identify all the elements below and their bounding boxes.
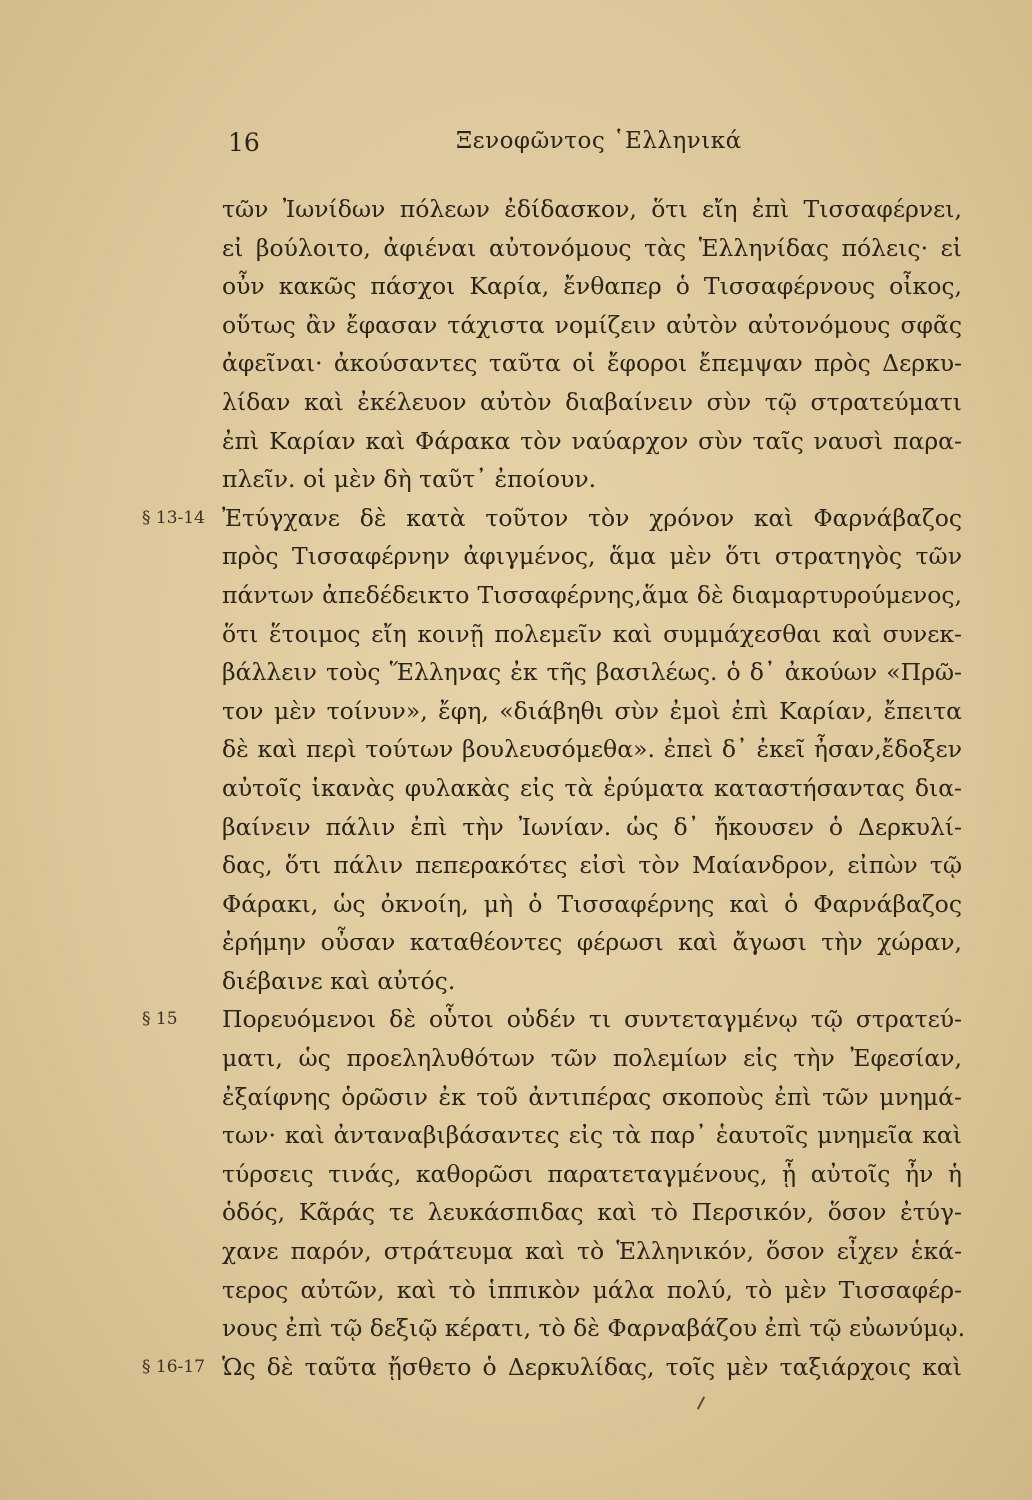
- line-text: χανε παρόν, στράτευμα καὶ τὸ Ἑλληνικόν, ὅσον εἶχεν ἑκά-: [222, 1237, 962, 1266]
- line-text: ὅτι ἕτοιμος εἴη κοινῇ πολεμεῖν καὶ συμμάχεσθαι καὶ συνεκ-: [222, 619, 962, 648]
- section-reference: § 13-14: [142, 507, 205, 528]
- running-title: Ξενοφῶντος ῾Ελληνικά: [456, 128, 742, 154]
- text-line: [222, 885, 962, 924]
- text-line: [222, 808, 962, 847]
- line-text: διέβαινε καὶ αὐτός.: [222, 966, 456, 995]
- text-line: [222, 422, 962, 461]
- line-text: αὐτοῖς ἱκανὰς φυλακὰς εἰς τὰ ἐρύματα καταστήσαντας δια-: [222, 773, 962, 802]
- line-text: Ὡς δὲ ταῦτα ᾔσθετο ὁ Δερκυλίδας, τοῖς μὲν ταξιάρχοις καὶ: [222, 1352, 962, 1381]
- text-line: [222, 730, 962, 769]
- line-text: οὕτως ἂν ἔφασαν τάχιστα νομίζειν αὐτὸν αὐτονόμους σφᾶς: [222, 310, 962, 339]
- text-line: [222, 306, 962, 345]
- line-text: Φάρακι, ὡς ὀκνοίη, μὴ ὁ Τισσαφέρνης καὶ ὁ Φαρνάβαζος: [222, 889, 962, 918]
- line-text: δας, ὅτι πάλιν πεπερακότες εἰσὶ τὸν Μαίανδρον, εἰπὼν τῷ: [222, 851, 962, 880]
- line-text: εἰ βούλοιτο, ἀφιέναι αὐτονόμους τὰς Ἑλληνίδας πόλεις· εἰ: [222, 233, 962, 262]
- line-text: δὲ καὶ περὶ τούτων βουλευσόμεθα». ἐπεὶ δ᾽ ἐκεῖ ἦσαν,ἔδοξεν: [222, 735, 962, 764]
- line-text: τῶν Ἰωνίδων πόλεων ἐδίδασκον, ὅτι εἴη ἐπὶ Τισσαφέρνει,: [222, 195, 962, 223]
- line-text: ἐξαίφνης ὁρῶσιν ἐκ τοῦ ἀντιπέρας σκοποὺς ἐπὶ τῶν μνημά-: [222, 1082, 962, 1111]
- text-line: [222, 615, 962, 654]
- line-text: βαίνειν πάλιν ἐπὶ τὴν Ἰωνίαν. ὡς δ᾽ ἤκουσεν ὁ Δερκυλί-: [222, 812, 962, 841]
- text-line: [222, 653, 962, 692]
- text-line: [222, 1078, 962, 1117]
- line-text: Ἐτύγχανε δὲ κατὰ τοῦτον τὸν χρόνον καὶ Φαρνάβαζος: [222, 503, 962, 532]
- text-line: [222, 1193, 962, 1232]
- line-text: ἐρήμην οὖσαν καταθέοντες φέρωσι καὶ ἄγωσι τὴν χώραν,: [222, 928, 962, 957]
- section-reference: § 15: [142, 1009, 178, 1030]
- page-number: 16: [228, 128, 260, 157]
- line-text: πλεῖν. οἱ μὲν δὴ ταῦτ᾽ ἐποίουν.: [222, 465, 597, 494]
- line-text: τερος αὐτῶν, καὶ τὸ ἱππικὸν μάλα πολύ, τὸ μὲν Τισσαφέρ-: [222, 1275, 962, 1304]
- line-text: πάντων ἀπεδέδεικτο Τισσαφέρνης,ἅμα δὲ διαμαρτυρούμενος,: [222, 580, 962, 609]
- text-line: [222, 190, 962, 229]
- text-line: [222, 344, 962, 383]
- text-line: [222, 1271, 962, 1310]
- text-line: [222, 1116, 962, 1155]
- running-head: [228, 128, 948, 168]
- text-line: [222, 267, 962, 306]
- text-line: [222, 460, 962, 499]
- text-line: [142, 1348, 962, 1387]
- line-text: τον μὲν τοίνυν», ἔφη, «διάβηθι σὺν ἐμοὶ ἐπὶ Καρίαν, ἔπειτα: [222, 696, 962, 725]
- text-line: [142, 499, 962, 538]
- body-text: [142, 190, 966, 1386]
- text-line: [222, 962, 962, 1001]
- text-line: [142, 1000, 962, 1039]
- text-line: [222, 229, 962, 268]
- text-line: [222, 1155, 962, 1194]
- text-line: [222, 692, 962, 731]
- text-line: [222, 1039, 962, 1078]
- text-line: [222, 923, 962, 962]
- section-reference: § 16-17: [142, 1356, 205, 1377]
- text-line: [222, 1232, 962, 1271]
- text-line: [222, 537, 962, 576]
- text-line: [222, 576, 962, 615]
- line-text: ὁδός, Κᾶράς τε λευκάσπιδας καὶ τὸ Περσικόν, ὅσον ἐτύγ-: [222, 1198, 962, 1227]
- line-text: οὖν κακῶς πάσχοι Καρία, ἔνθαπερ ὁ Τισσαφέρνους οἶκος,: [222, 272, 962, 301]
- line-text: βάλλειν τοὺς Ἕλληνας ἐκ τῆς βασιλέως. ὁ δ᾽ ἀκούων «Πρῶ-: [222, 658, 962, 687]
- line-text: νους ἐπὶ τῷ δεξιῷ κέρατι, τὸ δὲ Φαρναβάζου ἐπὶ τῷ εὐωνύμῳ.: [222, 1314, 966, 1343]
- text-line: [222, 1309, 966, 1348]
- text-line: [222, 846, 962, 885]
- line-text: ἀφεῖναι· ἀκούσαντες ταῦτα οἱ ἔφοροι ἔπεμψαν πρὸς Δερκυ-: [222, 349, 962, 378]
- line-text: των· καὶ ἀνταναβιβάσαντες εἰς τὰ παρ᾽ ἑαυτοῖς μνημεῖα καὶ: [222, 1121, 962, 1150]
- line-text: ἐπὶ Καρίαν καὶ Φάρακα τὸν ναύαρχον σὺν ταῖς ναυσὶ παρα-: [222, 426, 962, 455]
- line-text: ματι, ὡς προεληλυθότων τῶν πολεμίων εἰς τὴν Ἐφεσίαν,: [222, 1044, 962, 1073]
- text-line: [222, 383, 962, 422]
- line-text: Πορευόμενοι δὲ οὗτοι οὐδέν τι συντεταγμένῳ τῷ στρατεύ-: [222, 1005, 962, 1034]
- line-text: λίδαν καὶ ἐκέλευον αὐτὸν διαβαίνειν σὺν τῷ στρατεύματι: [222, 387, 962, 416]
- ink-mark: [697, 1396, 705, 1409]
- line-text: πρὸς Τισσαφέρνην ἀφιγμένος, ἅμα μὲν ὅτι στρατηγὸς τῶν: [222, 542, 962, 571]
- line-text: τύρσεις τινάς, καθορῶσι παρατεταγμένους, ᾗ αὐτοῖς ἦν ἡ: [222, 1159, 962, 1188]
- text-line: [222, 769, 962, 808]
